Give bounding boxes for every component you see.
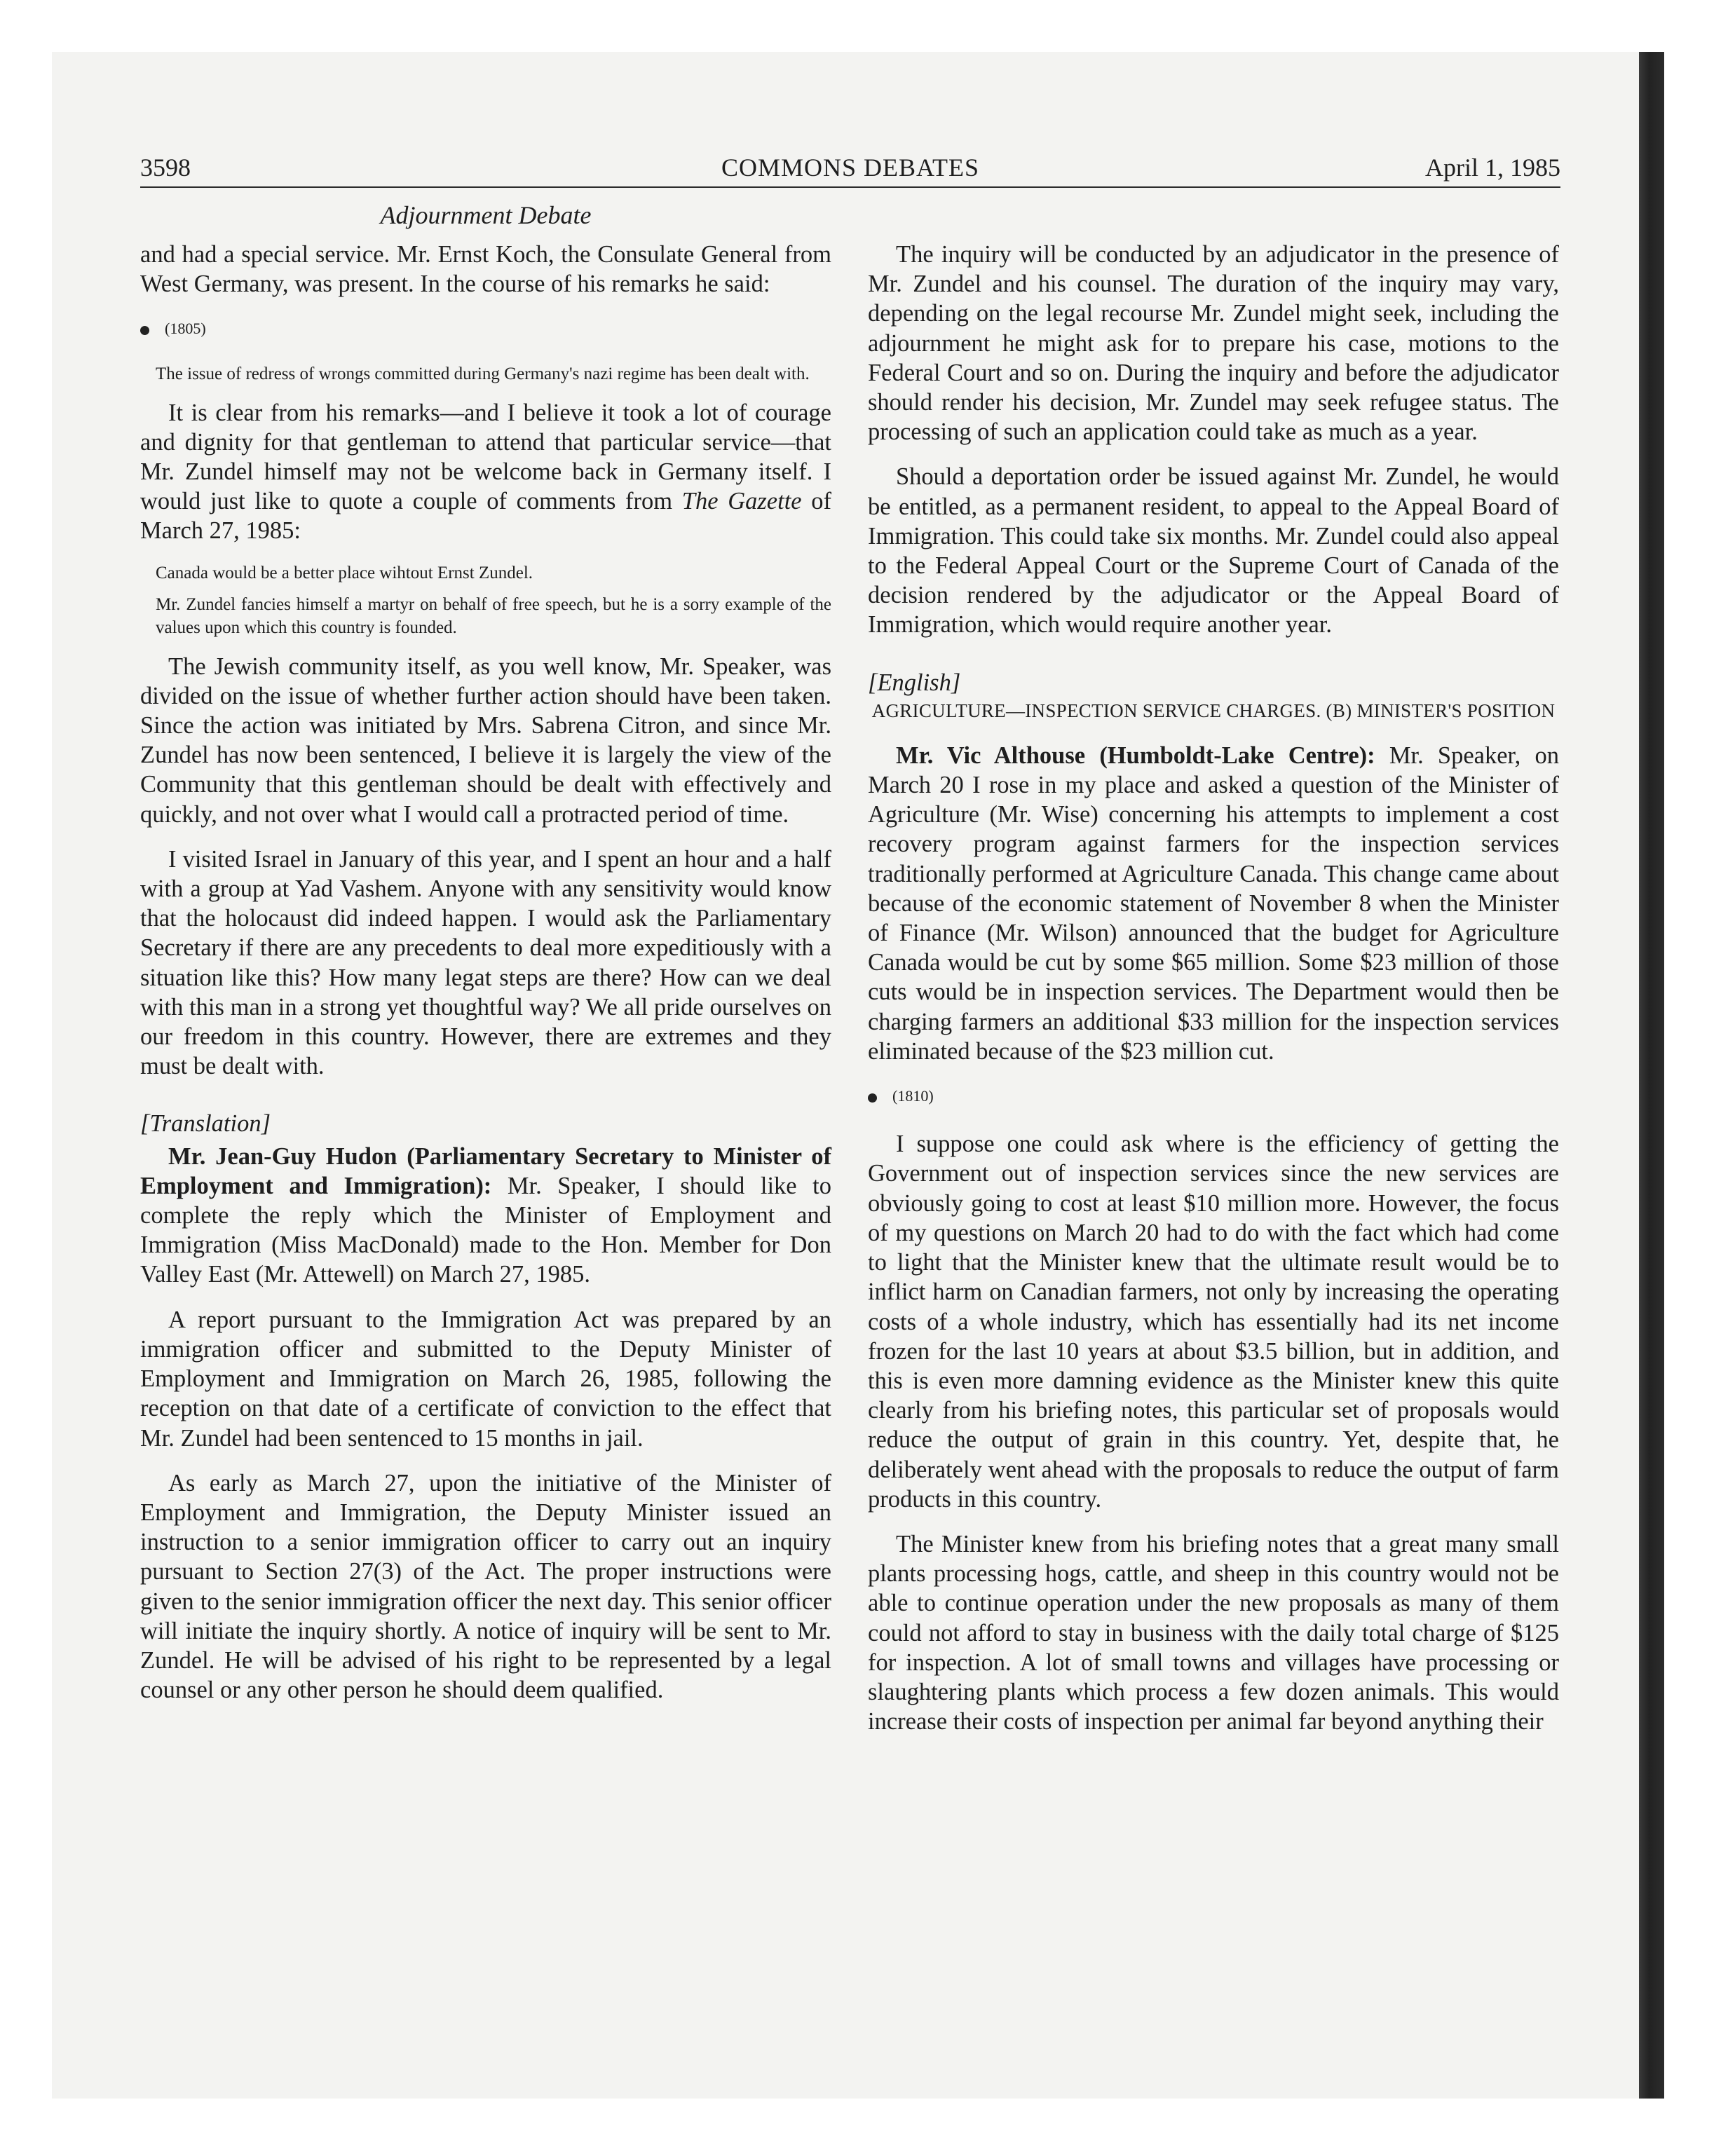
paragraph: A report pursuant to the Immigration Act was prepared by an immigration officer and submitted to the Deputy Minister of Employment and Immigration on March 26, 1985, following the reception on that date of a certificate of conviction to the effect that Mr. Zundel had been sentenced to 15 months in jail. xyxy=(140,1306,831,1452)
bracket: ] xyxy=(951,669,961,696)
publication-title: COMMONS DEBATES xyxy=(721,153,980,182)
bracket: ] xyxy=(261,1110,271,1138)
scan-edge-shadow xyxy=(1639,52,1664,2099)
speaker-name: Mr. Vic Althouse (Humboldt-Lake Centre): xyxy=(896,742,1375,769)
time-marker xyxy=(868,1082,1559,1111)
paragraph: I visited Israel in January of this year, and I spent an hour and a half with a group at Yad Vashem. Anyone with any sensitivity would know that the holocaust did indeed happen. I would ask the Parliamentary Secretary if there are any precedents to deal more expeditiously with a situation like this? How many legat steps are there? How can we deal with this man in a strong yet thoughtful way? We all pride ourselves on our freedom in this country. However, there are extremes and they must be dealt with. xyxy=(140,845,831,1080)
bracket: [ xyxy=(140,1110,150,1138)
page-header xyxy=(140,147,1560,188)
speaker-name: Mr. Jean-Guy Hudon (Parliamentary Secretary to Minister of Employment and Immigration): xyxy=(140,1142,831,1199)
bracket: [ xyxy=(868,669,878,696)
paragraph-text: of March 27, 1985: xyxy=(140,488,831,545)
paragraph: and had a special service. Mr. Ernst Koch, the Consulate General from West Germany, was present. In the course of his remarks he said: xyxy=(140,241,831,298)
paragraph: I suppose one could ask where is the efficiency of getting the Government out of inspection services since the new services are obviously going to cost at least $10 million more. However, the focus of my questions on March 20 had to do with the fact which had come to light that the Minister knew that the ultimate result would be to inflict harm on Canadian farmers, not only by increasing the operating costs of a whole industry, which has essentially had its net income frozen for the last 10 years at about $3.5 billion, but in addition, and this is even more damning evidence as the Minister knew this quite clearly from his briefing notes, this particular set of proposals would reduce the output of grain in this country. Yet, despite that, he deliberately went ahead with the proposals to reduce the output of farm products in this country. xyxy=(868,1131,1559,1513)
paragraph xyxy=(140,398,831,546)
time-marker-label: (1805) xyxy=(165,320,206,338)
paragraph xyxy=(868,741,1559,1066)
block-quote: Mr. Zundel fancies himself a martyr on behalf of free speech, but he is a sorry example of the values upon which this country is founded. xyxy=(156,594,831,637)
left-column xyxy=(140,240,831,1720)
publication-date: April 1, 1985 xyxy=(1425,153,1560,182)
section-subhead: Adjournment Debate xyxy=(380,201,592,229)
debate-section-title: AGRICULTURE—INSPECTION SERVICE CHARGES. (B) MINISTER'S POSITION xyxy=(871,700,1556,721)
language-label: Translation xyxy=(149,1110,261,1138)
language-marker xyxy=(868,668,1559,697)
paragraph: The inquiry will be conducted by an adjudicator in the presence of Mr. Zundel and his counsel. The duration of the inquiry may vary, depending on the legal recourse Mr. Zundel might seek, including the adjournment he might ask for to prepare his case, motions to the Federal Court and so on. During the inquiry and before the adjudicator should render his decision, Mr. Zundel may seek refugee status. The processing of such an application could take as much as a year. xyxy=(868,241,1559,446)
paragraph-text: Mr. Speaker, on March 20 I rose in my place and asked a question of the Minister of Agriculture (Mr. Wise) concerning his attempts to implement a cost recovery program against farmers for the inspection services traditionally performed at Agriculture Canada. This change came about because of the economic statement of November 8 when the Minister of Finance (Mr. Wilson) announced that the budget for Agriculture Canada would be cut by some $65 million. Some $23 million of those cuts would be in inspection services. The Department would then be charging farmers an additional $33 million for the inspection services eliminated because of the $23 million cut. xyxy=(868,742,1559,1065)
paragraph: The Jewish community itself, as you well know, Mr. Speaker, was divided on the issue of whether further action should have been taken. Since the action was initiated by Mrs. Sabrena Citron, and since Mr. Zundel has now been sentenced, I believe it is largely the view of the Community that this gentleman should be dealt with effectively and quickly, and not over what I would call a protracted period of time. xyxy=(140,653,831,828)
language-marker xyxy=(140,1109,831,1138)
time-marker-label: (1810) xyxy=(892,1087,934,1105)
paragraph: Should a deportation order be issued against Mr. Zundel, he would be entitled, as a permanent resident, to appeal to the Appeal Board of Immigration. This could take six months. Mr. Zundel could also appeal to the Federal Appeal Court or the Supreme Court of Canada of the decision rendered by the adjudicator or the Appeal Board of Immigration, which would require another year. xyxy=(868,463,1559,639)
block-quote: The issue of redress of wrongs committed during Germany's nazi regime has been dealt with. xyxy=(156,364,810,383)
page-number: 3598 xyxy=(140,153,191,182)
language-label: English xyxy=(877,669,951,696)
bullet-icon xyxy=(868,1093,877,1103)
paragraph xyxy=(140,1142,831,1290)
right-column xyxy=(868,240,1559,1752)
block-quote: Canada would be a better place wihtout Ernst Zundel. xyxy=(156,563,533,582)
paragraph: As early as March 27, upon the initiative of the Minister of Employment and Immigration, the Deputy Minister issued an instruction to a senior immigration officer to carry out an inquiry pursuant to Section 27(3) of the Act. The proper instructions were given to the senior immigration officer the next day. This senior officer will initiate the inquiry shortly. A notice of inquiry will be sent to Mr. Zundel. He will be advised of his right to be represented by a legal counsel or any other person he should deem qualified. xyxy=(140,1469,831,1704)
newspaper-title: The Gazette xyxy=(681,488,802,515)
paragraph: The Minister knew from his briefing notes that a great many small plants processing hogs, cattle, and sheep in this country would not be able to continue operation under the new proposals as many of them could not afford to stay in business with the daily total charge of $125 for inspection. A lot of small towns and villages have processing or slaughtering plants which process a few dozen animals. This would increase their costs of inspection per animal far beyond anything their xyxy=(868,1530,1559,1735)
bullet-icon xyxy=(140,326,149,335)
time-marker xyxy=(140,314,831,343)
paragraph-text: Mr. Speaker, I should like to complete the reply which the Minister of Employment and Immigration (Miss MacDonald) made to the Hon. Member for Don Valley East (Mr. Attewell) on March 27, 1985. xyxy=(140,1172,831,1288)
paragraph-text: It is clear from his remarks—and I believe it took a lot of courage and dignity for that gentleman to attend that particular service—that Mr. Zundel himself may not be welcome back in Germany itself. I would just like to quote a couple of comments from xyxy=(140,399,831,515)
